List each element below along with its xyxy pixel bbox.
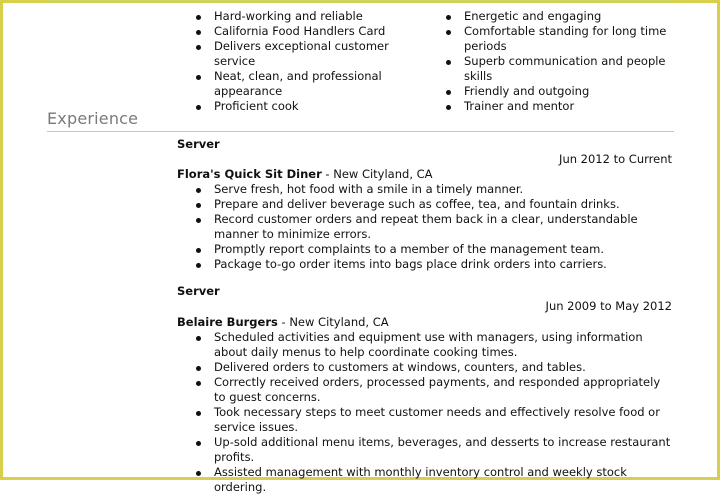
employer-location: - New Cityland, CA [321, 167, 433, 181]
skills-list-left [192, 9, 397, 114]
duty-item: Prepare and deliver beverage such as coffee, tea, and fountain drinks. [192, 197, 672, 212]
skill-item: Proficient cook [192, 99, 397, 114]
skill-item: Delivers exceptional customer service [192, 39, 397, 69]
duty-item: Up-sold additional menu items, beverages, and desserts to increase restaurant profits. [192, 435, 672, 465]
skill-item: California Food Handlers Card [192, 24, 397, 39]
duty-item: Scheduled activities and equipment use with managers, using information about daily menus to help coordinate cooking times. [192, 330, 672, 360]
experience-divider [47, 131, 674, 132]
job-duties-list [192, 330, 672, 495]
skill-item: Hard-working and reliable [192, 9, 397, 24]
job-employer-line [177, 315, 389, 329]
employer-location: - New Cityland, CA [277, 315, 389, 329]
experience-heading: Experience [47, 109, 139, 128]
skills-list-right [442, 9, 677, 114]
job-title: Server [177, 137, 220, 151]
duty-item: Assisted management with monthly inventory control and weekly stock ordering. [192, 465, 672, 495]
skill-item: Neat, clean, and professional appearance [192, 69, 397, 99]
skill-item: Superb communication and people skills [442, 54, 677, 84]
job-dates: Jun 2009 to May 2012 [545, 299, 672, 313]
employer-name: Belaire Burgers [177, 315, 278, 329]
duty-item: Serve fresh, hot food with a smile in a timely manner. [192, 182, 672, 197]
duty-item: Record customer orders and repeat them back in a clear, understandable manner to minimize errors. [192, 212, 672, 242]
job-employer-line [177, 167, 433, 181]
job-duties-list [192, 182, 672, 272]
duty-item: Promptly report complaints to a member of the management team. [192, 242, 672, 257]
job-title: Server [177, 284, 220, 298]
skill-item: Comfortable standing for long time periods [442, 24, 677, 54]
employer-name: Flora's Quick Sit Diner [177, 167, 322, 181]
duty-item: Delivered orders to customers at windows, counters, and tables. [192, 360, 672, 375]
skill-item: Energetic and engaging [442, 9, 677, 24]
duty-item: Package to-go order items into bags place drink orders into carriers. [192, 257, 672, 272]
skill-item: Trainer and mentor [442, 99, 677, 114]
duty-item: Took necessary steps to meet customer needs and effectively resolve food or service issues. [192, 405, 672, 435]
duty-item: Correctly received orders, processed payments, and responded appropriately to guest concerns. [192, 375, 672, 405]
skill-item: Friendly and outgoing [442, 84, 677, 99]
top-divider [47, 0, 674, 1]
job-dates: Jun 2012 to Current [559, 152, 672, 166]
